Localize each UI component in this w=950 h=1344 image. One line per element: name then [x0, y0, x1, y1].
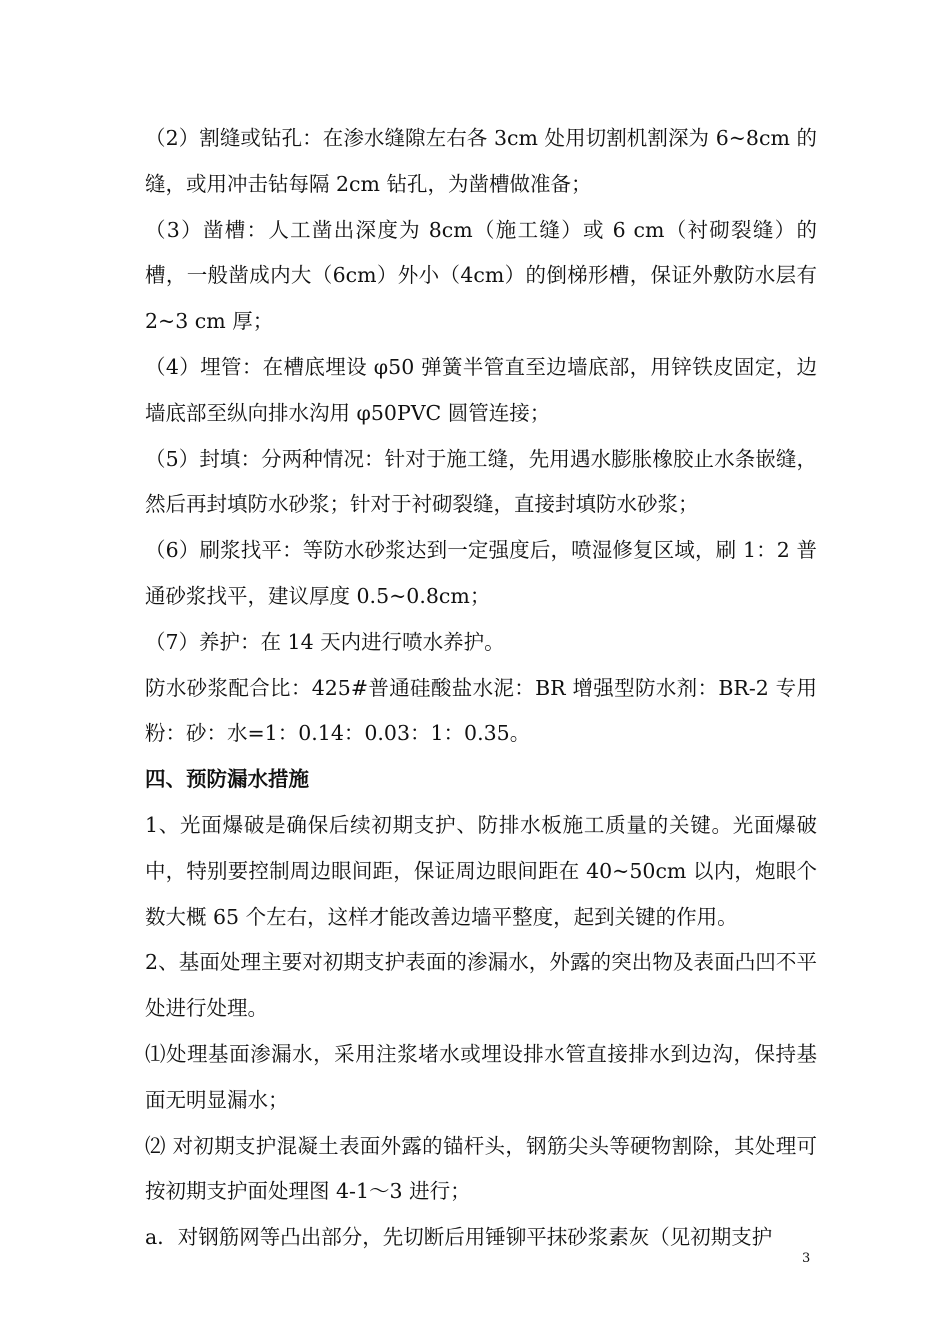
paragraph-step-4: （4）埋管：在槽底埋设 φ50 弹簧半管直至边墙底部，用锌铁皮固定，边墙底部至纵向排水沟用 φ50PVC 圆管连接；: [145, 354, 817, 425]
paragraph-mix-ratio: 防水砂浆配合比：425#普通硅酸盐水泥：BR 增强型防水剂：BR-2 专用粉：砂：水=1：0.14：0.03：1：0.35。: [145, 675, 817, 746]
paragraph-step-3: （3）凿槽：人工凿出深度为 8cm（施工缝）或 6 cm（衬砌裂缝）的槽，一般凿成内大（6cm）外小（4cm）的倒梯形槽，保证外敷防水层有 2~3 cm 厚；: [145, 217, 817, 334]
section-heading: 四、预防漏水措施: [145, 767, 309, 792]
paragraph-sub-a: a．对钢筋网等凸出部分，先切断后用锤铆平抹砂浆素灰（见初期支护: [145, 1225, 773, 1250]
paragraph-step-5: （5）封填：分两种情况：针对于施工缝，先用遇水膨胀橡胶止水条嵌缝，然后再封填防水砂浆；针对于衬砌裂缝，直接封填防水砂浆；: [145, 446, 817, 517]
paragraph-step-6: （6）刷浆找平：等防水砂浆达到一定强度后，喷湿修复区域，刷 1：2 普通砂浆找平，建议厚度 0.5~0.8cm；: [145, 538, 817, 608]
paragraph-item-1: 1、光面爆破是确保后续初期支护、防排水板施工质量的关键。光面爆破中，特别要控制周边眼间距，保证周边眼间距在 40~50cm 以内，炮眼个数大概 65 个左右，这样才能改善边墙平整度，起到关键的作用。: [145, 812, 817, 929]
paragraph-item-2: 2、基面处理主要对初期支护表面的渗漏水，外露的突出物及表面凸凹不平处进行处理。: [145, 950, 817, 1021]
paragraph-step-7: （7）养护：在 14 天内进行喷水养护。: [145, 629, 505, 654]
paragraph-sub-2: ⑵ 对初期支护混凝土表面外露的锚杆头，钢筋尖头等硬物割除，其处理可按初期支护面处理图 4-1～3 进行；: [145, 1133, 817, 1204]
paragraph-sub-1: ⑴处理基面渗漏水，采用注浆堵水或埋设排水管直接排水到边沟，保持基面无明显漏水；: [145, 1041, 817, 1112]
body-text: [145, 116, 817, 1261]
page-number: 3: [802, 1251, 811, 1266]
paragraph-step-2: （2）割缝或钻孔：在渗水缝隙左右各 3cm 处用切割机割深为 6~8cm 的缝，或用冲击钻每隔 2cm 钻孔，为凿槽做准备；: [145, 126, 817, 196]
